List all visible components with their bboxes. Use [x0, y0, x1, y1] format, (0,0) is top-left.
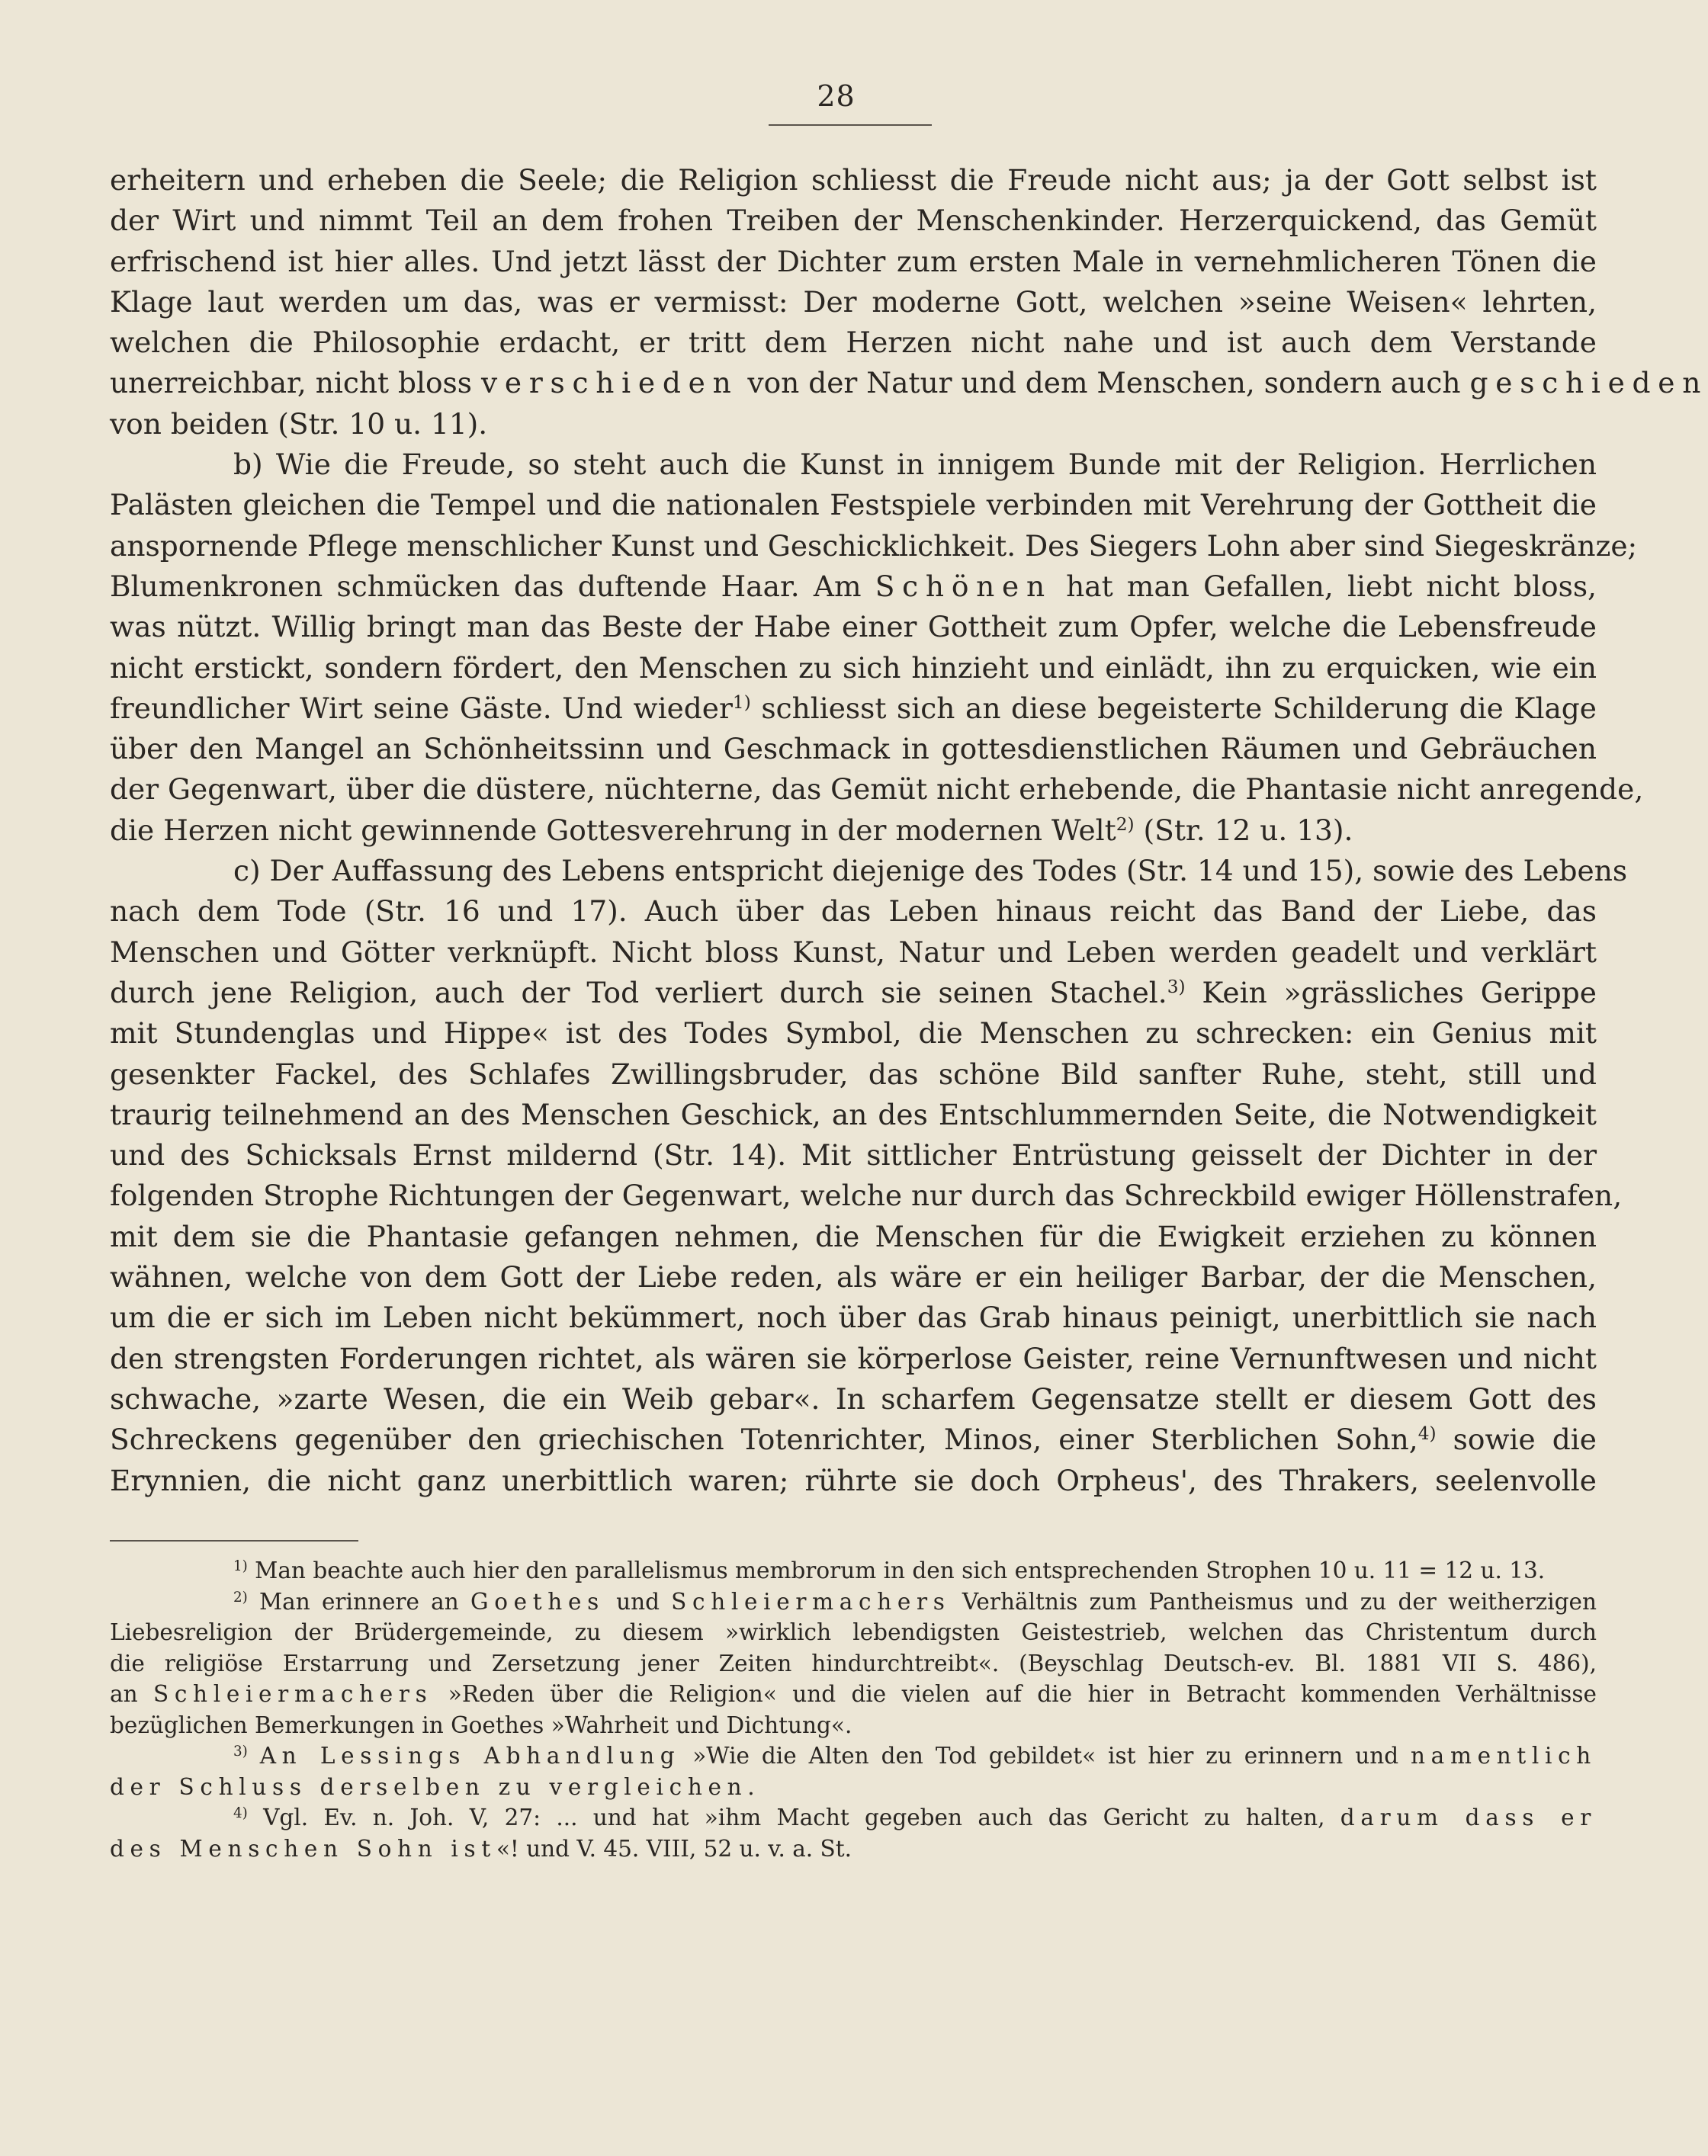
text-run: sowie die	[1436, 1423, 1597, 1457]
text-line: was nützt. Willig bringt man das Beste der Habe einer Gottheit zum Opfer, welche die Lebensfreude	[110, 610, 1597, 644]
text-line: schwache, »zarte Wesen, die ein Weib gebar«. In scharfem Gegensatze stellt er diesem Gott des	[110, 1381, 1597, 1416]
footnote-ref[interactable]: 2)	[1116, 813, 1135, 835]
text-line: Erynnien, die nicht ganz unerbittlich waren; rührte sie doch Orpheus', des Thrakers, seelenvolle	[110, 1463, 1597, 1497]
footnote-text: »Wie die Alten den Tod gebildet« ist hier zu erinnern und	[680, 1743, 1411, 1769]
footnote-ref[interactable]: 3)	[1167, 977, 1186, 998]
text-run: schliesst sich an diese begeisterte Schilderung die Klage	[750, 691, 1597, 725]
footnote-2	[110, 1587, 1597, 1618]
text-line: erheitern und erheben die Seele; die Religion schliesst die Freude nicht aus; ja der Gott selbst ist	[110, 163, 1597, 197]
text-run: Blumenkronen schmücken das duftende Haar. Am	[110, 569, 875, 603]
spaced-word: verschieden	[480, 366, 739, 400]
paragraph-start: b) Wie die Freude, so steht auch die Kunst in innigem Bunde mit der Religion. Herrlichen	[233, 448, 1597, 482]
text-line: mit dem sie die Phantasie gefangen nehmen, die Menschen für die Ewigkeit erziehen zu können	[110, 1219, 1597, 1253]
text-run: Kein »grässliches Gerippe	[1185, 975, 1597, 1009]
text-line: der Gegenwart, über die düstere, nüchterne, das Gemüt nicht erhebende, die Phantasie nicht anregende,	[110, 772, 1644, 807]
paragraph-start: c) Der Auffassung des Lebens entspricht diejenige des Todes (Str. 14 und 15), sowie des Lebens	[233, 854, 1628, 888]
text-line: nicht erstickt, sondern fördert, den Menschen zu sich hinzieht und einlädt, ihn zu erquicken, wie ein	[110, 650, 1597, 685]
spaced-word: darum dass er	[1340, 1805, 1597, 1830]
text-run: die Herzen nicht gewinnende Gottesverehrung in der modernen Welt	[110, 813, 1116, 847]
page-number: 28	[817, 79, 856, 113]
text-line: von beiden (Str. 10 u. 11).	[110, 406, 488, 441]
spaced-word: des Menschen Sohn ist	[110, 1835, 496, 1862]
main-text	[110, 160, 1708, 1501]
text-line: erfrischend ist hier alles. Und jetzt lässt der Dichter zum ersten Male in vernehmlicheren Tönen die	[110, 244, 1597, 278]
footnote-line	[110, 1679, 1597, 1710]
spaced-name: An Lessings Abhandlung	[259, 1743, 681, 1769]
spaced-name: Schleiermachers	[152, 1681, 433, 1707]
spaced-name: Schleiermachers	[671, 1588, 951, 1615]
text-line	[110, 810, 1597, 851]
footnote-line: der Schluss derselben zu vergleichen.	[110, 1773, 761, 1800]
text-line: nach dem Tode (Str. 16 und 17). Auch über das Leben hinaus reicht das Band der Liebe, das	[110, 894, 1597, 929]
spaced-word: namentlich	[1411, 1743, 1597, 1769]
text-line: Menschen und Götter verknüpft. Nicht bloss Kunst, Natur und Leben werden geadelt und verklärt	[110, 935, 1597, 969]
text-run: unerreichbar, nicht bloss	[110, 366, 481, 400]
footnotes	[110, 1555, 1597, 1864]
text-line: und des Schicksals Ernst mildernd (Str. 14). Mit sittlicher Entrüstung geisselt der Dichter in der	[110, 1138, 1597, 1173]
text-line	[110, 363, 1708, 403]
footnote-line: die religiöse Erstarrung und Zersetzung jener Zeiten hindurchtreibt«. (Beyschlag Deutsch-ev. Bl. 1881 VII S. 486),	[110, 1650, 1597, 1676]
footnote-mark: 4)	[233, 1805, 248, 1821]
text-run: von der Natur und dem Menschen, sondern auch	[738, 366, 1470, 400]
text-line: Klage laut werden um das, was er vermisst: Der moderne Gott, welchen »seine Weisen« lehrten,	[110, 284, 1597, 319]
footnote-text: und	[604, 1588, 672, 1615]
footnote-ref[interactable]: 1)	[732, 692, 751, 714]
footnote-text: Man beachte auch hier den parallelismus membrorum in den sich entsprechenden Strophen 10 u. 11 = 12 u. 13.	[247, 1558, 1546, 1583]
footnote-line: bezüglichen Bemerkungen in Goethes »Wahrheit und Dichtung«.	[110, 1712, 852, 1738]
text-line: um die er sich im Leben nicht bekümmert, noch über das Grab hinaus peinigt, unerbittlich sie nach	[110, 1301, 1597, 1335]
text-run: (Str. 12 u. 13).	[1134, 813, 1353, 847]
text-line: welchen die Philosophie erdacht, er tritt dem Herzen nicht nahe und ist auch dem Verstande	[110, 326, 1597, 360]
footnote-text: an	[110, 1681, 153, 1707]
spaced-name: Goethes	[470, 1588, 605, 1615]
footnote-text: Man erinnere an	[247, 1588, 470, 1615]
text-line	[110, 1420, 1597, 1460]
text-run: durch jene Religion, auch der Tod verliert durch sie seinen Stachel.	[110, 975, 1167, 1009]
footnote-text: «! und V. 45. VIII, 52 u. v. a. St.	[496, 1835, 852, 1862]
text-line: folgenden Strophe Richtungen der Gegenwart, welche nur durch das Schreckbild ewiger Höllenstrafen,	[110, 1179, 1623, 1213]
text-run: freundlicher Wirt seine Gäste. Und wieder	[110, 691, 733, 725]
text-line: wähnen, welche von dem Gott der Liebe reden, als wäre er ein heiliger Barbar, der die Menschen,	[110, 1260, 1597, 1295]
text-run: Schreckens gegenüber den griechischen Totenrichter, Minos, einer Sterblichen Sohn,	[110, 1423, 1418, 1457]
footnote-ref[interactable]: 4)	[1417, 1423, 1437, 1445]
footnote-text: Vgl. Ev. n. Joh. V, 27: ... und hat »ihm Macht gegeben auch das Gericht zu halten,	[247, 1805, 1340, 1830]
text-line: mit Stundenglas und Hippe« ist des Todes Symbol, die Menschen zu schrecken: ein Genius mit	[110, 1016, 1597, 1051]
spaced-word: Schönen	[875, 569, 1052, 603]
text-line: gesenkter Fackel, des Schlafes Zwillingsbruder, das schöne Bild sanfter Ruhe, steht, still und	[110, 1057, 1597, 1091]
footnote-mark: 1)	[233, 1558, 248, 1574]
footnote-3	[110, 1741, 1597, 1772]
text-line	[110, 688, 1597, 729]
text-line: den strengsten Forderungen richtet, als wären sie körperlose Geister, reine Vernunftwesen und nicht	[110, 1341, 1597, 1375]
footnote-line	[110, 1834, 1597, 1865]
footnote-1	[110, 1555, 1597, 1587]
footnote-separator	[110, 1540, 358, 1542]
header-rule	[769, 124, 932, 126]
spaced-word: geschieden	[1469, 366, 1708, 400]
footnote-line: Liebesreligion der Brüdergemeinde, zu diesem »wirklich lebendigsten Geistestrieb, welchen das Christentum durch	[110, 1619, 1597, 1645]
text-line: der Wirt und nimmt Teil an dem frohen Treiben der Menschenkinder. Herzerquickend, das Gemüt	[110, 204, 1597, 238]
footnote-4	[110, 1802, 1597, 1834]
text-line: über den Mangel an Schönheitssinn und Geschmack in gottesdienstlichen Räumen und Gebräuchen	[110, 732, 1597, 766]
text-line	[110, 973, 1597, 1013]
footnote-mark: 2)	[233, 1589, 248, 1606]
text-line: anspornende Pflege menschlicher Kunst und Geschicklichkeit. Des Siegers Lohn aber sind Siegeskränze;	[110, 528, 1638, 563]
footnote-text: Verhältnis zum Pantheismus und zu der weitherzigen	[950, 1588, 1597, 1615]
text-line: traurig teilnehmend an des Menschen Geschick, an des Entschlummernden Seite, die Notwendigkeit	[110, 1097, 1597, 1131]
footnote-mark: 3)	[233, 1743, 248, 1760]
footnote-text	[248, 1743, 260, 1769]
text-line	[110, 566, 1597, 607]
footnote-text: »Reden über die Religion« und die vielen auf die hier in Betracht kommenden Verhältnisse	[432, 1681, 1597, 1707]
text-run: hat man Gefallen, liebt nicht bloss,	[1051, 569, 1597, 603]
text-line: Palästen gleichen die Tempel und die nationalen Festspiele verbinden mit Verehrung der Gottheit die	[110, 488, 1597, 522]
